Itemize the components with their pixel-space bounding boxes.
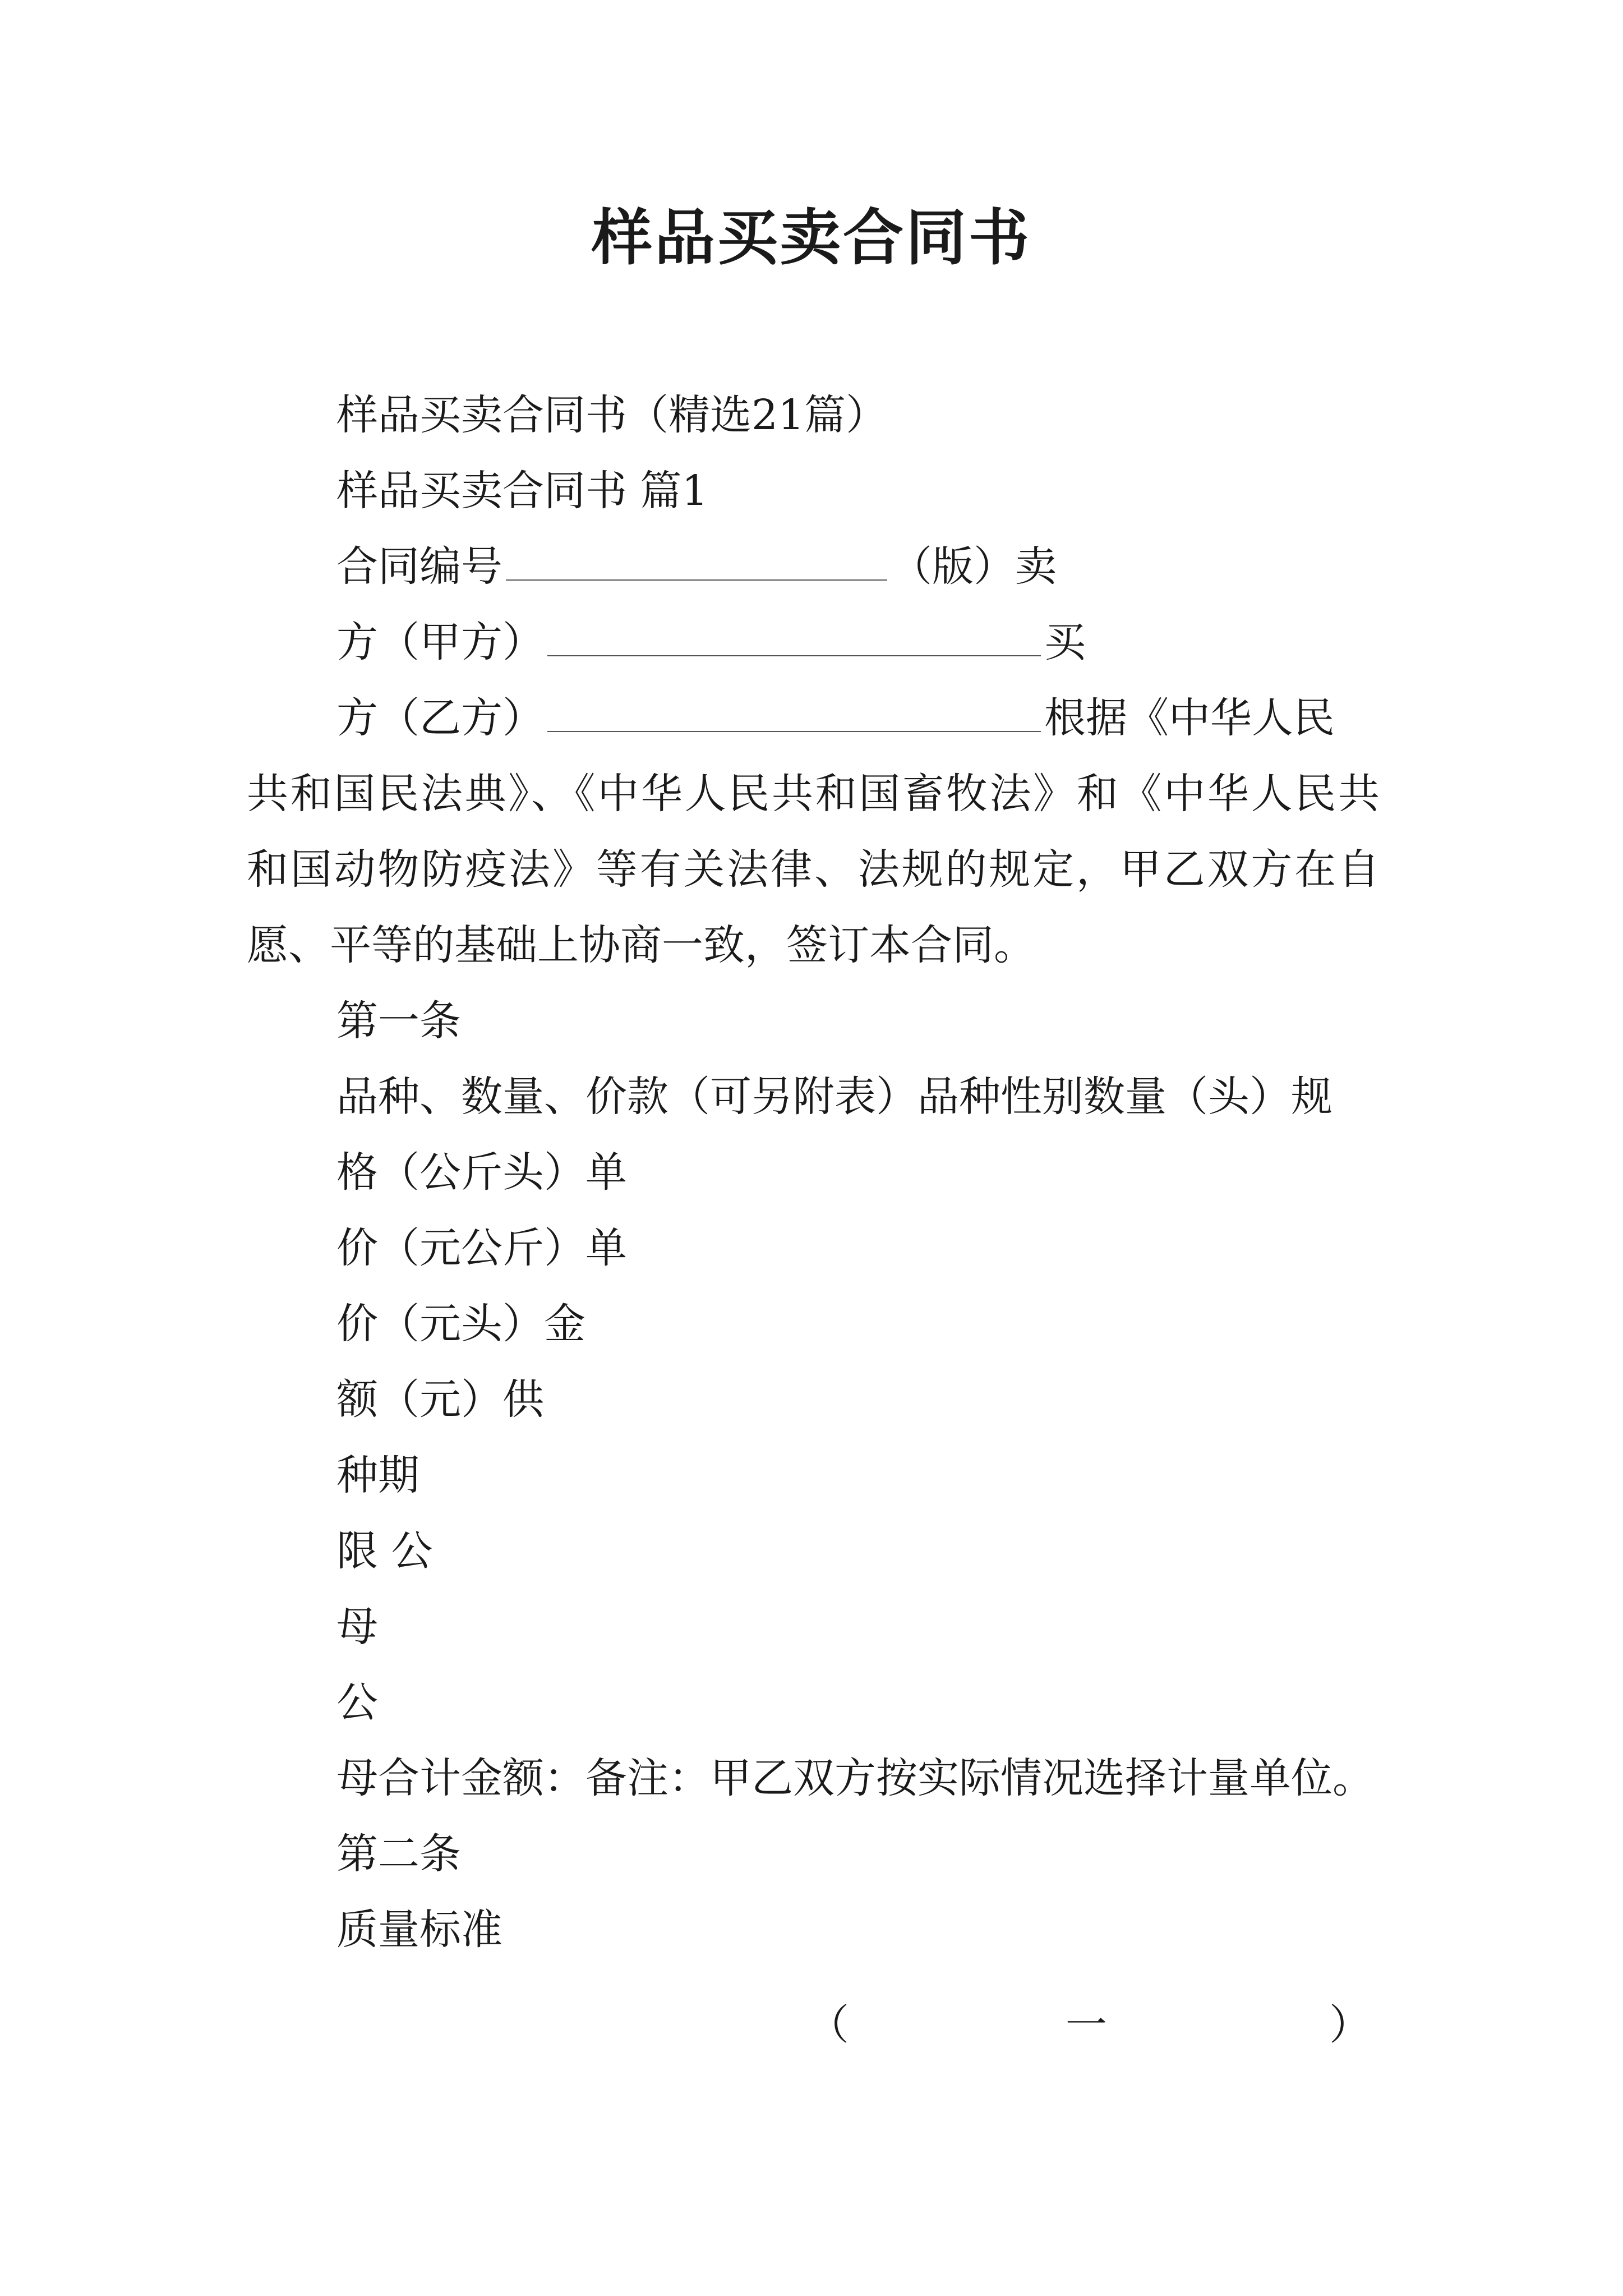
clause-line: 价（元头）金 xyxy=(336,1300,585,1348)
buyer-label: 方（乙方） xyxy=(336,694,544,742)
paragraph-line-3: 愿、平等的基础上协商一致，签订本合同。 xyxy=(247,921,1035,969)
buyer-blank xyxy=(547,692,1041,732)
buyer-suffix: 根据《中华人民 xyxy=(1044,694,1335,742)
contract-number-blank xyxy=(506,540,887,581)
clause-line: 品种、数量、价款（可另附表）品种性别数量（头）规 xyxy=(336,1073,1332,1121)
contract-number-label: 合同编号 xyxy=(336,542,502,591)
buyer-line xyxy=(336,690,1335,746)
quality-standard-label: 质量标准 xyxy=(336,1906,502,1954)
subtitle: 样品买卖合同书（精选21篇） xyxy=(336,391,888,439)
article-2-heading: 第二条 xyxy=(336,1830,461,1878)
footer-close-paren: ） xyxy=(1329,2001,1371,2049)
clause-line: 额（元）供 xyxy=(336,1375,544,1424)
seller-blank xyxy=(547,616,1041,656)
clause-line: 公 xyxy=(336,1678,378,1727)
article-1-heading: 第一条 xyxy=(336,997,461,1045)
clause-line: 格（公斤头）单 xyxy=(336,1148,627,1197)
seller-suffix: 买 xyxy=(1044,618,1086,666)
section-heading: 样品买卖合同书 篇1 xyxy=(336,467,708,515)
clause-line: 限 公 xyxy=(336,1527,433,1575)
contract-number-suffix: （版）卖 xyxy=(891,542,1057,591)
paragraph-line-1: 共和国民法典》、《中华人民共和国畜牧法》和《中华人民共 xyxy=(247,770,1380,818)
clause-line: 母 xyxy=(336,1603,378,1651)
paragraph-line-2: 和国动物防疫法》等有关法律、法规的规定，甲乙双方在自 xyxy=(247,845,1380,894)
footer-open-paren: （ xyxy=(808,2001,849,2049)
clause-line: 母合计金额：备注：甲乙双方按实际情况选择计量单位。 xyxy=(336,1754,1374,1802)
clause-line: 种期 xyxy=(336,1451,419,1499)
clause-line: 价（元公斤）单 xyxy=(336,1224,627,1272)
contract-number-line xyxy=(336,539,1057,595)
seller-label: 方（甲方） xyxy=(336,618,544,666)
seller-line xyxy=(336,614,1086,670)
footer-dash: 一 xyxy=(1066,2001,1107,2049)
document-title: 样品买卖合同书 xyxy=(591,203,1031,273)
